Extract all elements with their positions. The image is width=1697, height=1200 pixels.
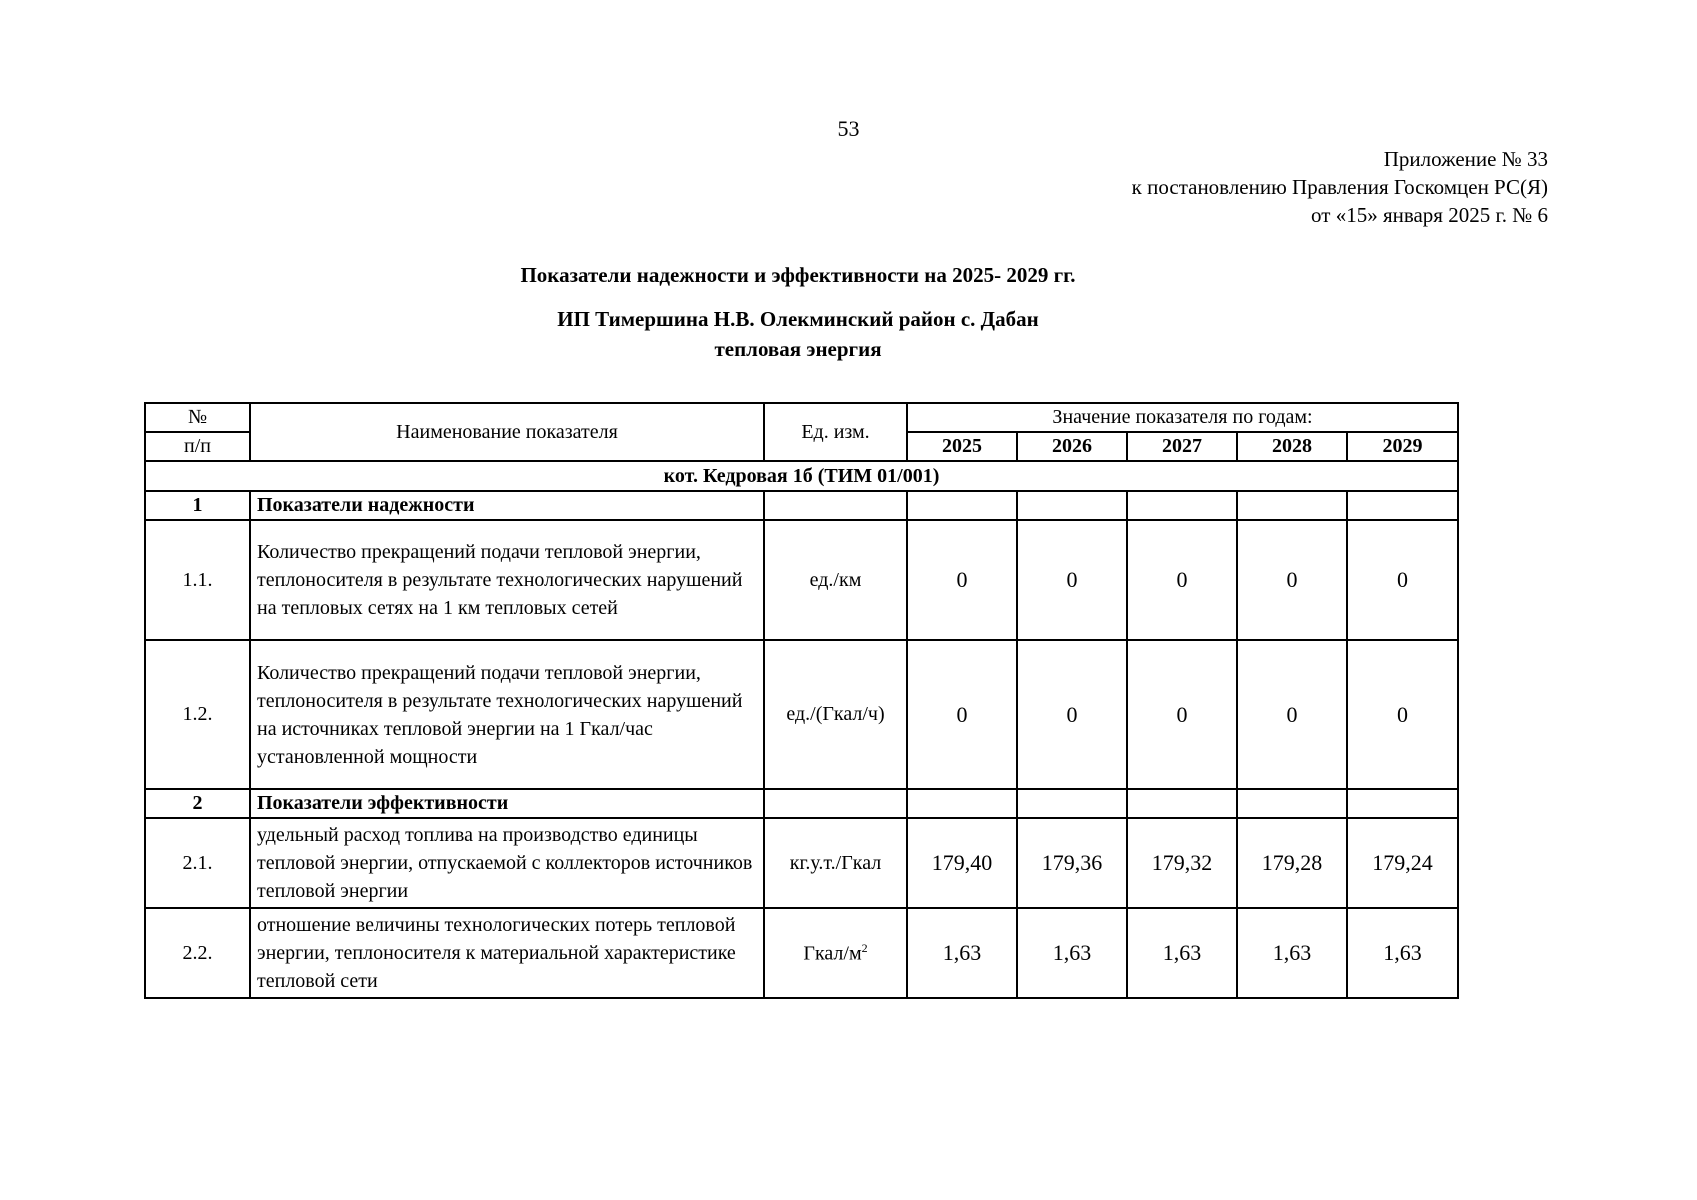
row-value: 0 <box>1347 520 1458 640</box>
empty-cell <box>1127 789 1237 818</box>
object-row <box>145 461 1458 491</box>
empty-cell <box>1237 491 1347 520</box>
row-value: 0 <box>1237 520 1347 640</box>
row-value: 179,24 <box>1347 818 1458 908</box>
header-year: 2029 <box>1347 432 1458 461</box>
header-year: 2026 <box>1017 432 1127 461</box>
row-num: 1.1. <box>145 520 250 640</box>
row-value: 0 <box>907 520 1017 640</box>
object-name: кот. Кедровая 1б (ТИМ 01/001) <box>145 461 1458 491</box>
section-num: 2 <box>145 789 250 818</box>
header-year: 2027 <box>1127 432 1237 461</box>
row-name: Количество прекращений подачи тепловой энергии, теплоносителя в результате технологических нарушений на источниках тепловой энергии на 1 Гкал/час установленной мощности <box>250 640 764 789</box>
header-unit: Ед. изм. <box>764 403 907 461</box>
document-title: Показатели надежности и эффективности на 2025- 2029 гг. <box>520 263 1076 287</box>
subtitle-line-1: ИП Тимершина Н.В. Олекминский район с. Дабан <box>557 307 1039 331</box>
header-values-group: Значение показателя по годам: <box>907 403 1458 432</box>
section-row <box>145 491 1458 520</box>
row-value: 1,63 <box>1127 908 1237 998</box>
header-row-1 <box>145 403 1458 432</box>
section-title: Показатели эффективности <box>250 789 764 818</box>
empty-cell <box>907 491 1017 520</box>
empty-cell <box>1017 491 1127 520</box>
row-value: 0 <box>907 640 1017 789</box>
header-num-top: № <box>145 403 250 432</box>
indicators-table <box>144 402 1459 999</box>
subtitle-line-2: тепловая энергия <box>714 337 882 361</box>
row-value: 0 <box>1237 640 1347 789</box>
row-value: 0 <box>1017 640 1127 789</box>
row-unit: ед./км <box>764 520 907 640</box>
row-value: 1,63 <box>907 908 1017 998</box>
row-value: 0 <box>1017 520 1127 640</box>
annex-line-2: к постановлению Правления Госкомцен РС(Я) <box>1131 175 1548 199</box>
row-unit: ед./(Гкал/ч) <box>764 640 907 789</box>
annex-header <box>1132 145 1548 229</box>
empty-cell <box>1237 789 1347 818</box>
row-name: удельный расход топлива на производство единицы тепловой энергии, отпускаемой с коллекторов источников тепловой энергии <box>250 818 764 908</box>
table-row <box>145 520 1458 640</box>
header-year: 2028 <box>1237 432 1347 461</box>
document-subtitle <box>140 304 1456 364</box>
row-num: 2.1. <box>145 818 250 908</box>
empty-cell <box>764 789 907 818</box>
empty-cell <box>907 789 1017 818</box>
header-year: 2025 <box>907 432 1017 461</box>
empty-cell <box>1347 491 1458 520</box>
row-unit-superscript: 2 <box>861 940 868 955</box>
empty-cell <box>764 491 907 520</box>
section-num: 1 <box>145 491 250 520</box>
row-value: 1,63 <box>1017 908 1127 998</box>
empty-cell <box>1017 789 1127 818</box>
section-row <box>145 789 1458 818</box>
row-value: 179,40 <box>907 818 1017 908</box>
header-name: Наименование показателя <box>250 403 764 461</box>
page-number: 53 <box>837 116 860 141</box>
header-num-bottom: п/п <box>145 432 250 461</box>
table-row <box>145 908 1458 998</box>
row-num: 1.2. <box>145 640 250 789</box>
table-row <box>145 818 1458 908</box>
row-name: отношение величины технологических потерь тепловой энергии, теплоносителя к материальной характеристике тепловой сети <box>250 908 764 998</box>
row-unit: кг.у.т./Гкал <box>764 818 907 908</box>
row-name: Количество прекращений подачи тепловой энергии, теплоносителя в результате технологических нарушений на тепловых сетях на 1 км тепловых сетей <box>250 520 764 640</box>
empty-cell <box>1127 491 1237 520</box>
row-unit <box>764 908 907 998</box>
annex-line-1: Приложение № 33 <box>1383 147 1548 171</box>
row-value: 1,63 <box>1237 908 1347 998</box>
row-value: 0 <box>1347 640 1458 789</box>
row-unit-text: Гкал/м <box>803 942 862 965</box>
empty-cell <box>1347 789 1458 818</box>
row-num: 2.2. <box>145 908 250 998</box>
row-value: 1,63 <box>1347 908 1458 998</box>
annex-line-3: от «15» января 2025 г. № 6 <box>1311 203 1548 227</box>
row-value: 179,28 <box>1237 818 1347 908</box>
table-row <box>145 640 1458 789</box>
section-title: Показатели надежности <box>250 491 764 520</box>
row-value: 179,36 <box>1017 818 1127 908</box>
row-value: 179,32 <box>1127 818 1237 908</box>
row-value: 0 <box>1127 520 1237 640</box>
row-value: 0 <box>1127 640 1237 789</box>
